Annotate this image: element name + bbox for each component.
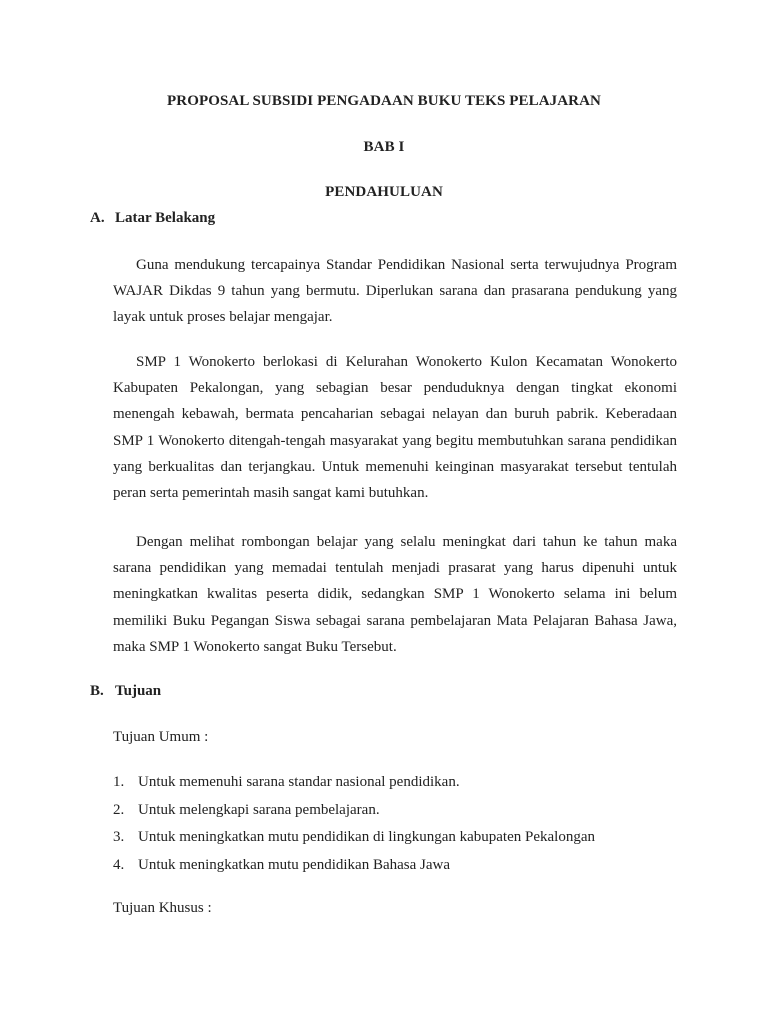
chapter-title: PENDAHULUAN: [325, 184, 443, 200]
list-item: 2. Untuk melengkapi sarana pembelajaran.: [113, 801, 380, 818]
chapter-number: BAB I: [363, 139, 405, 155]
section-b-title: Tujuan: [115, 683, 162, 699]
specific-goals-label: Tujuan Khusus :: [113, 900, 212, 916]
background-paragraph-1: Guna mendukung tercapainya Standar Pendidikan Nasional serta terwujudnya Program WAJAR Dikdas 9 tahun yang bermutu. Diperlukan sarana dan prasarana pendukung yang layak untuk proses belajar mengajar.: [113, 257, 677, 326]
section-a-heading: [90, 210, 215, 227]
background-paragraph-3: Dengan melihat rombongan belajar yang selalu meningkat dari tahun ke tahun maka sarana pendidikan yang memadai tentulah menjadi prasarat yang harus dipenuhi untuk meningkatkan kwalitas peserta didik, sedangkan SMP 1 Wonokerto selama ini belum memiliki Buku Pegangan Siswa sebagai sarana pembelajaran Mata Pelajaran Bahasa Jawa, maka SMP 1 Wonokerto sangat Buku Tersebut.: [113, 534, 677, 655]
section-a-letter: A.: [90, 210, 105, 226]
list-item: 3. Untuk meningkatkan mutu pendidikan di lingkungan kabupaten Pekalongan: [113, 829, 595, 845]
list-item: 1. Untuk memenuhi sarana standar nasional pendidikan.: [113, 774, 460, 790]
general-goals-list: [113, 772, 713, 882]
general-goals-label: Tujuan Umum :: [113, 729, 209, 745]
list-item: 4. Untuk meningkatkan mutu pendidikan Bahasa Jawa: [113, 856, 451, 873]
section-a-title: Latar Belakang: [115, 210, 216, 226]
section-b-letter: B.: [90, 683, 104, 699]
background-paragraph-2: SMP 1 Wonokerto berlokasi di Kelurahan Wonokerto Kulon Kecamatan Wonokerto Kabupaten Pekalongan, yang sebagian besar penduduknya dengan tingkat ekonomi menengah kebawah, bermata pencaharian sebagai nelayan dan buruh pabrik. Keberadaan SMP 1 Wonokerto ditengah-tengah masyarakat yang begitu membutuhkan sarana pendidikan yang berkualitas dan terjangkau. Untuk memenuhi keinginan masyarakat tersebut tentulah peran serta pemerintah masih sangat kami butuhkan.: [113, 354, 677, 502]
section-b-heading: [90, 683, 161, 700]
document-title: PROPOSAL SUBSIDI PENGADAAN BUKU TEKS PELAJARAN: [167, 93, 601, 109]
